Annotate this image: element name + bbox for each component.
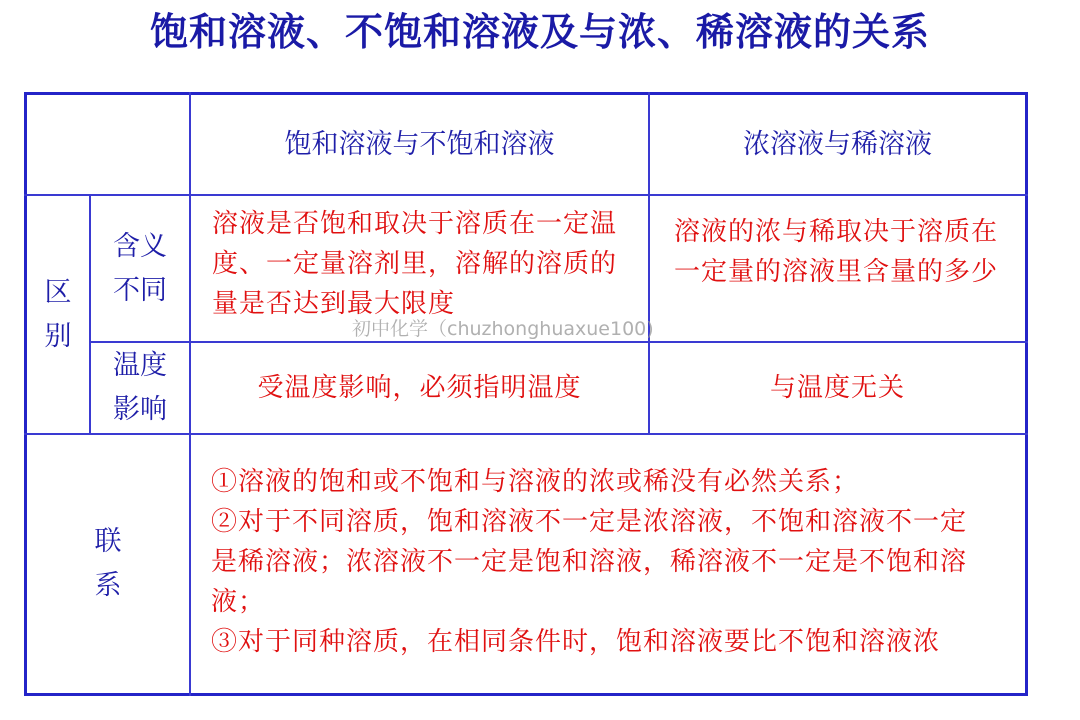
- relation-point-1: ①溶液的饱和或不饱和与溶液的浓或稀没有必然关系；: [211, 467, 860, 497]
- relation-point-3: ③对于同种溶质，在相同条件时，饱和溶液要比不饱和溶液浓: [211, 627, 941, 657]
- meaning-col2: 溶液的浓与稀取决于溶质在一定量的溶液里含量的多少: [674, 217, 999, 287]
- relation-point-2: ②对于不同溶质，饱和溶液不一定是浓溶液，不饱和溶液不一定是稀溶液；浓溶液不一定是饱和溶液，稀溶液不一定是不饱和溶液；: [211, 507, 968, 617]
- meaning-label: [91, 196, 189, 341]
- relation-label: [27, 435, 189, 693]
- relation-label-line1: 联: [94, 526, 122, 557]
- meaning-col1: 溶液是否饱和取决于溶质在一定温度、一定量溶剂里，溶解的溶质的量是否达到最大限度: [212, 209, 618, 319]
- header-col1-text: 饱和溶液与不饱和溶液: [284, 128, 555, 160]
- page-title: 饱和溶液、不饱和溶液及与浓、稀溶液的关系: [149, 9, 930, 54]
- distinction-label: [27, 196, 89, 433]
- watermark: 初中化学（chuzhonghuaxue100): [352, 318, 654, 340]
- header-saturated-vs-unsaturated: [191, 95, 648, 194]
- temperature-saturation-text: [191, 343, 648, 433]
- header-concentrated-vs-dilute: [650, 95, 1025, 194]
- header-col2-text: 浓溶液与稀溶液: [743, 128, 932, 160]
- relation-text: [211, 462, 983, 686]
- distinction-label-line1: 区: [44, 276, 72, 308]
- temperature-label-line2: 影响: [113, 394, 167, 425]
- temperature-label-line1: 温度: [113, 350, 167, 381]
- temperature-col1: 受温度影响，必须指明温度: [257, 373, 582, 403]
- meaning-label-line2: 不同: [113, 274, 167, 306]
- temperature-label: [91, 343, 189, 433]
- temperature-col2: 与温度无关: [769, 373, 905, 403]
- distinction-label-line2: 别: [44, 320, 72, 352]
- relation-label-line2: 系: [94, 570, 122, 601]
- temperature-concentration-text: [650, 343, 1025, 433]
- meaning-label-line1: 含义: [113, 230, 167, 262]
- meaning-concentration-text: [674, 212, 1004, 332]
